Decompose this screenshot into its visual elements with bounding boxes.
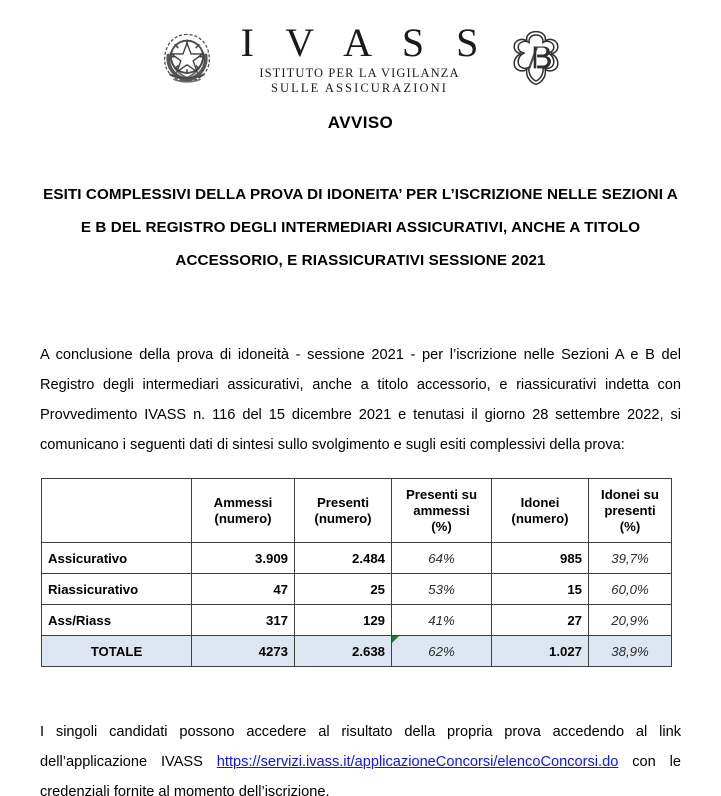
- cell-presenti-su-ammessi-total: 62%: [392, 636, 492, 667]
- table-header-corner: [42, 479, 192, 543]
- row-label: Assicurativo: [42, 543, 192, 574]
- ivass-monogram-icon: [507, 27, 565, 89]
- header-line-2: ammessi: [413, 502, 470, 518]
- row-label-total: TOTALE: [42, 636, 192, 667]
- header-line-3: (%): [619, 518, 641, 534]
- table-header: [42, 479, 672, 543]
- row-label: Ass/Riass: [42, 605, 192, 636]
- table-header-idonei: [492, 479, 589, 543]
- table-total-row: [42, 636, 672, 667]
- notice-label: AVVISO: [327, 113, 394, 132]
- ivass-wordmark-text: I V A S S: [240, 20, 490, 65]
- cell-idonei: 985: [492, 543, 589, 574]
- closing-text-before-link: I singoli candidati possono accedere al risultato della propria prova accedendo al link dell’applicazione IVASS: [40, 723, 681, 770]
- cell-presenti: 25: [295, 574, 392, 605]
- row-label: Riassicurativo: [42, 574, 192, 605]
- header-line-1: Ammessi: [213, 494, 273, 510]
- results-table: [41, 478, 672, 667]
- concorsi-link[interactable]: https://servizi.ivass.it/applicazioneConcorsi/elencoConcorsi.do: [216, 753, 619, 770]
- ivass-wordmark: [230, 22, 490, 94]
- italian-republic-emblem-icon: [156, 27, 218, 89]
- closing-text-after-link: con le credenziali fornite al momento dell’iscrizione.: [40, 753, 681, 796]
- table-header-presenti-su-ammessi: [392, 479, 492, 543]
- header-line-2: (numero): [511, 510, 569, 526]
- header-line-1: Idonei: [520, 494, 560, 510]
- table-header-presenti: [295, 479, 392, 543]
- letterhead: [0, 22, 721, 94]
- cell-idonei-su-presenti-total: 38,9%: [589, 636, 672, 667]
- cell-presenti-su-ammessi: 53%: [392, 574, 492, 605]
- cell-ammessi: 3.909: [192, 543, 295, 574]
- intro-paragraph: A conclusione della prova di idoneità - sessione 2021 - per l’iscrizione nelle Sezioni A e B del Registro degli intermediari assicurativi, anche a titolo accessorio, e riassicurativi indetta con Provvedimento IVASS n. 116 del 15 dicembre 2021 e tenutasi il giorno 28 settembre 2022, si comunicano i seguenti dati di sintesi sullo svolgimento e sugli esiti complessivi della prova:: [40, 346, 681, 453]
- cell-idonei-su-presenti: 39,7%: [589, 543, 672, 574]
- header-line-1: Presenti: [316, 494, 370, 510]
- cell-idonei-su-presenti: 20,9%: [589, 605, 672, 636]
- closing-paragraph: [40, 717, 681, 796]
- header-line-2: presenti: [604, 502, 656, 518]
- cell-presenti: 129: [295, 605, 392, 636]
- table-header-row: [42, 479, 672, 543]
- table-row: [42, 605, 672, 636]
- page-title: ESITI COMPLESSIVI DELLA PROVA DI IDONEITA’ PER L’ISCRIZIONE NELLE SEZIONI A E B DEL REGISTRO DEGLI INTERMEDIARI ASSICURATIVI, ANCHE A TITOLO ACCESSORIO, E RIASSICURATIVI SESSIONE 2021: [43, 186, 678, 270]
- header-line-2: (numero): [314, 510, 372, 526]
- cell-ammessi: 47: [192, 574, 295, 605]
- cell-presenti-su-ammessi: 64%: [392, 543, 492, 574]
- cell-ammessi-total: 4273: [192, 636, 295, 667]
- cell-idonei-total: 1.027: [492, 636, 589, 667]
- cell-idonei-su-presenti: 60,0%: [589, 574, 672, 605]
- header-line-1: Idonei su: [601, 486, 659, 502]
- cell-presenti-su-ammessi: 41%: [392, 605, 492, 636]
- header-line-2: (numero): [214, 510, 272, 526]
- cell-idonei: 27: [492, 605, 589, 636]
- cell-presenti-total: 2.638: [295, 636, 392, 667]
- table-header-ammessi: [192, 479, 295, 543]
- cell-presenti: 2.484: [295, 543, 392, 574]
- table-row: [42, 543, 672, 574]
- header-line-3: (%): [431, 518, 452, 534]
- ivass-subtitle-line2: SULLE ASSICURAZIONI: [270, 80, 449, 95]
- table-body: [42, 543, 672, 667]
- cell-ammessi: 317: [192, 605, 295, 636]
- cell-idonei: 15: [492, 574, 589, 605]
- table-row: [42, 574, 672, 605]
- header-line-1: Presenti su: [405, 486, 478, 502]
- table-header-idonei-su-presenti: [589, 479, 672, 543]
- ivass-subtitle-line1: ISTITUTO PER LA VIGILANZA: [259, 66, 460, 80]
